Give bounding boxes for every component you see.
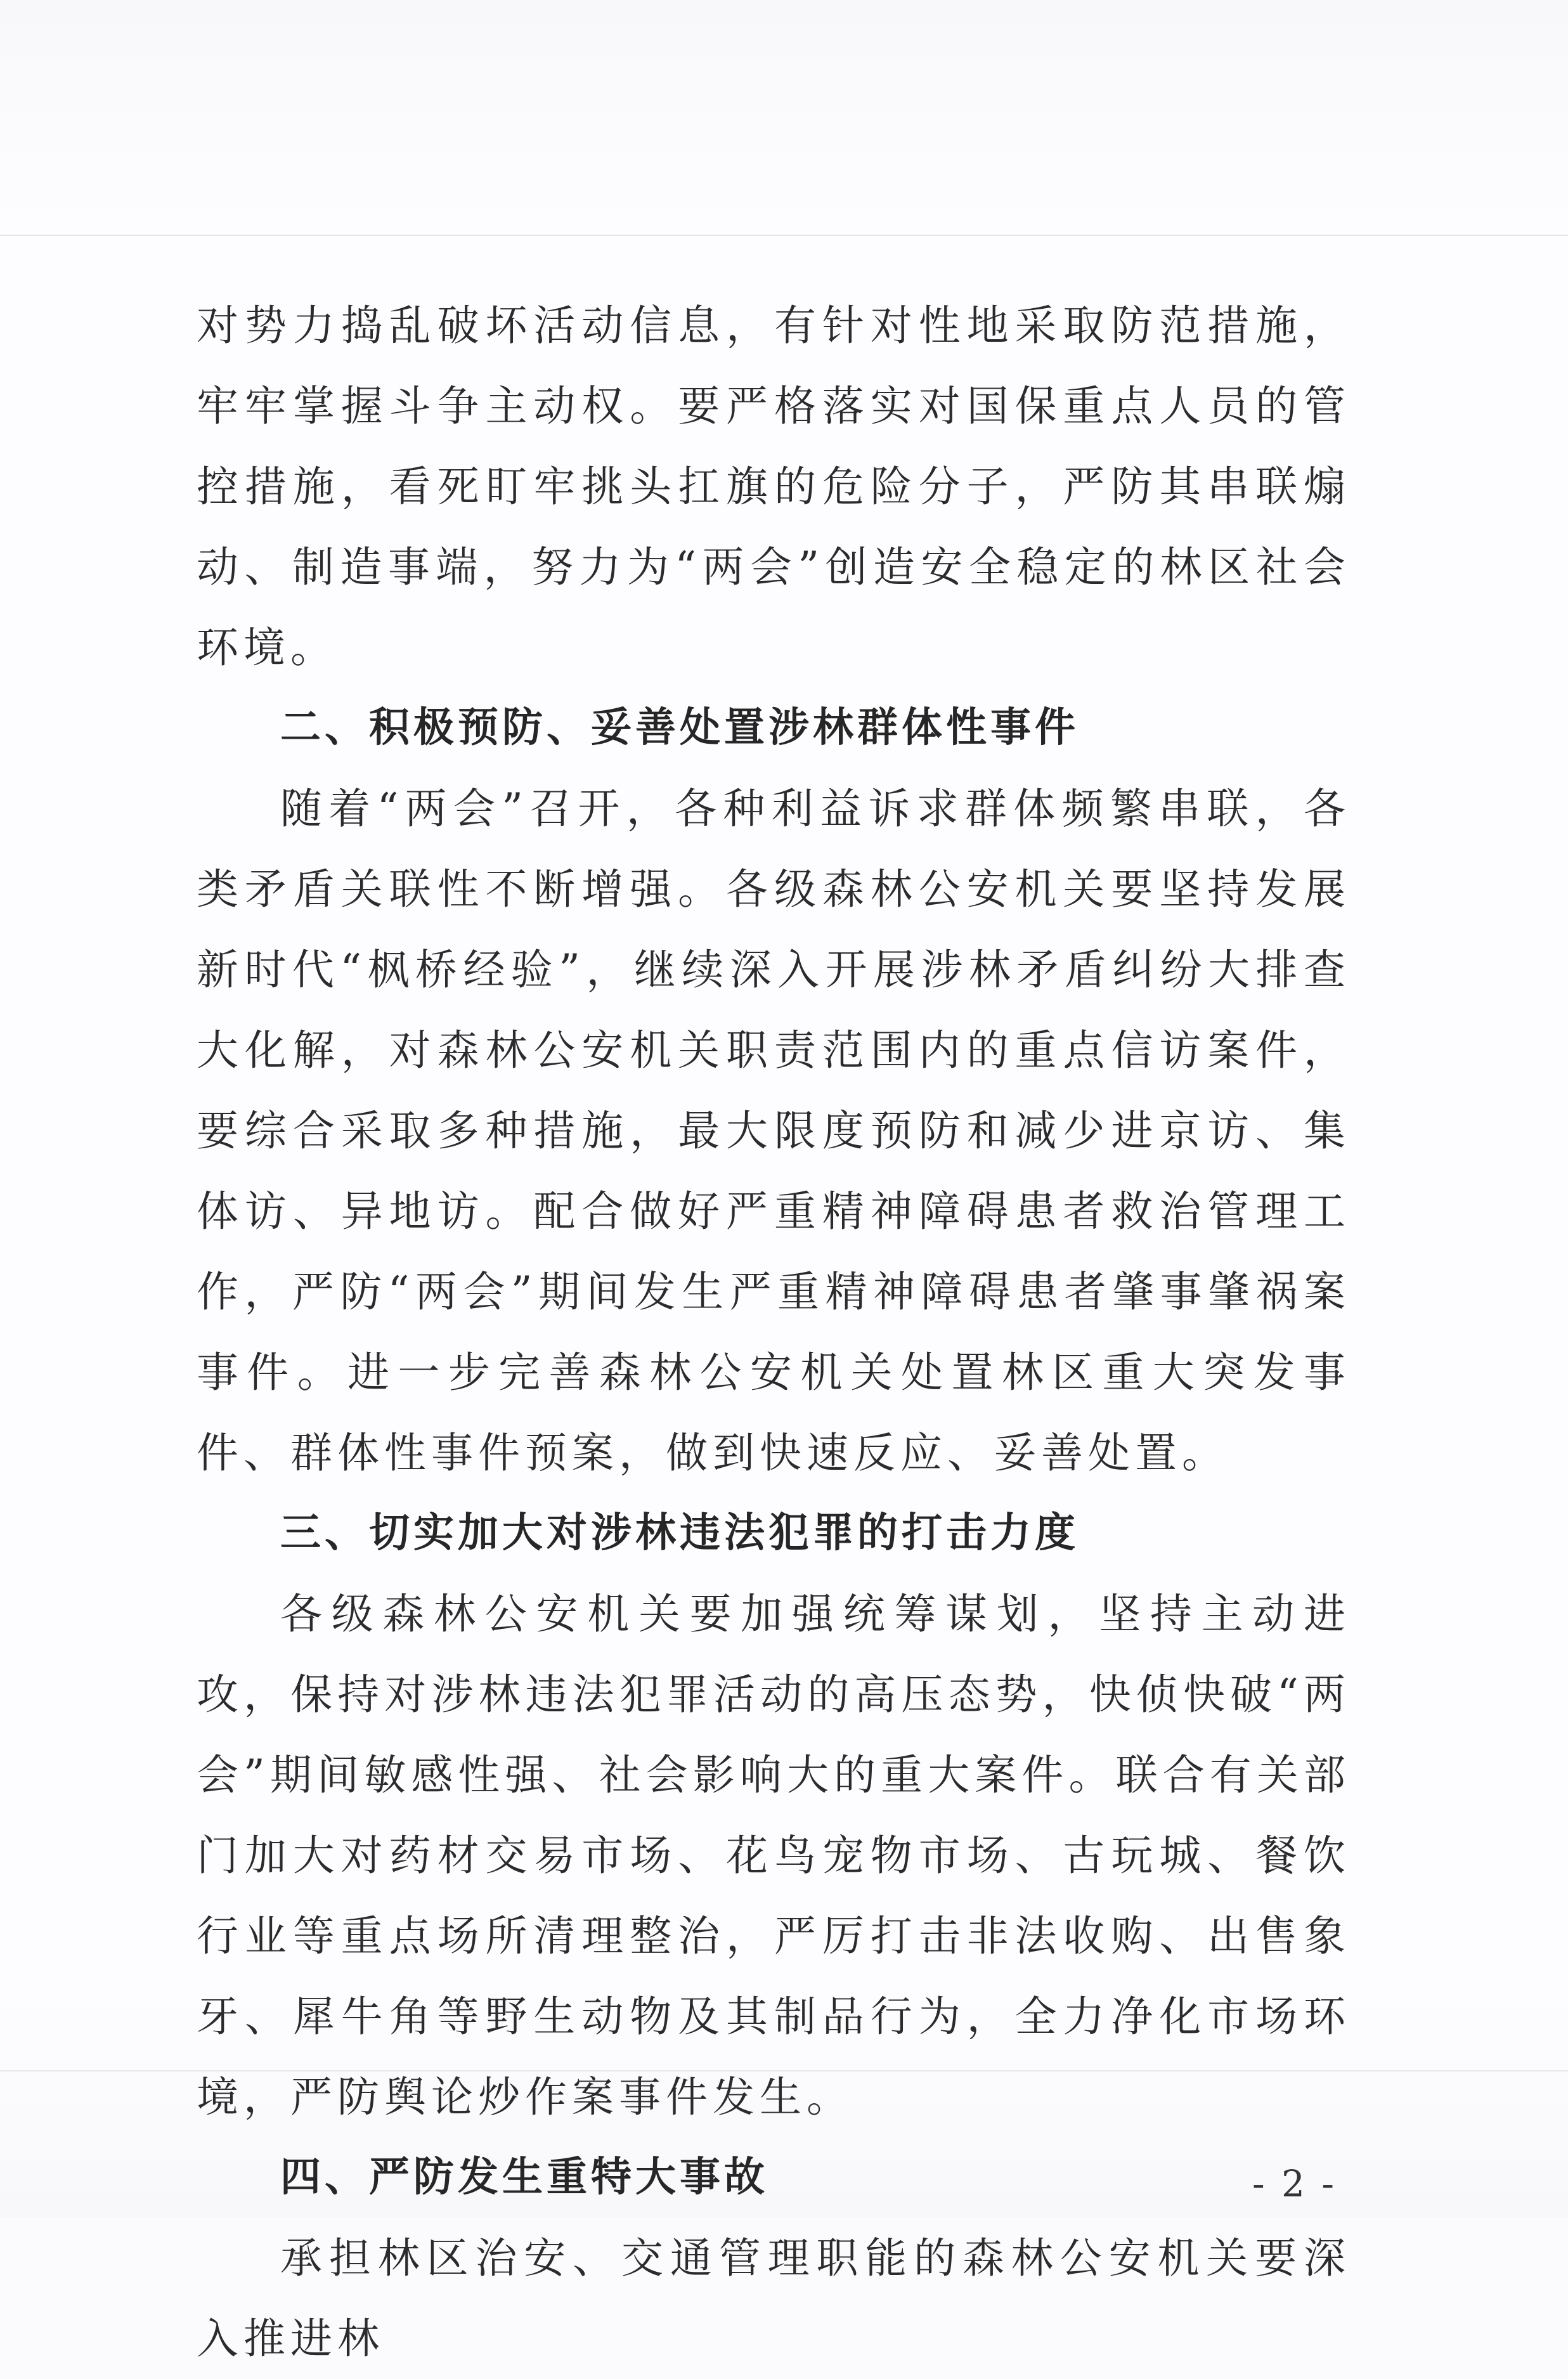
section-heading: 二、积极预防、妥善处置涉林群体性事件 <box>280 704 1079 751</box>
body-paragraph: 各级森林公安机关要加强统筹谋划，坚持主动进攻，保持对涉林违法犯罪活动的高压态势，快侦快破“两会”期间敏感性强、社会影响大的重大案件。联合有关部门加大对药材交易市场、花鸟宠物市场、古玩城、餐饮行业等重点场所清理整治，严厉打击非法收购、出售象牙、犀牛角等野生动物及其制品行为，全力净化市场环境，严防舆论炒作案事件发生。 <box>197 1590 1351 2122</box>
section-heading: 四、严防发生重特大事故 <box>280 2154 768 2201</box>
document-body <box>197 285 1351 2379</box>
section-heading: 三、切实加大对涉林违法犯罪的打击力度 <box>280 1510 1079 1557</box>
page-number: - 2 - <box>1252 2162 1337 2205</box>
scan-artifact-line <box>0 235 1568 236</box>
body-paragraph: 对势力捣乱破坏活动信息，有针对性地采取防范措施，牢牢掌握斗争主动权。要严格落实对国保重点人员的管控措施，看死盯牢挑头扛旗的危险分子，严防其串联煽动、制造事端，努力为“两会”创造安全稳定的林区社会环境。 <box>197 301 1351 672</box>
body-paragraph: 随着“两会”召开，各种利益诉求群体频繁串联，各类矛盾关联性不断增强。各级森林公安机关要坚持发展新时代“枫桥经验”，继续深入开展涉林矛盾纠纷大排查大化解，对森林公安机关职责范围内的重点信访案件，要综合采取多种措施，最大限度预防和减少进京访、集体访、异地访。配合做好严重精神障碍患者救治管理工作，严防“两会”期间发生严重精神障碍患者肇事肇祸案事件。进一步完善森林公安机关处置林区重大突发事件、群体性事件预案，做到快速反应、妥善处置。 <box>197 784 1351 1477</box>
body-paragraph: 承担林区治安、交通管理职能的森林公安机关要深入推进林 <box>197 2234 1351 2363</box>
